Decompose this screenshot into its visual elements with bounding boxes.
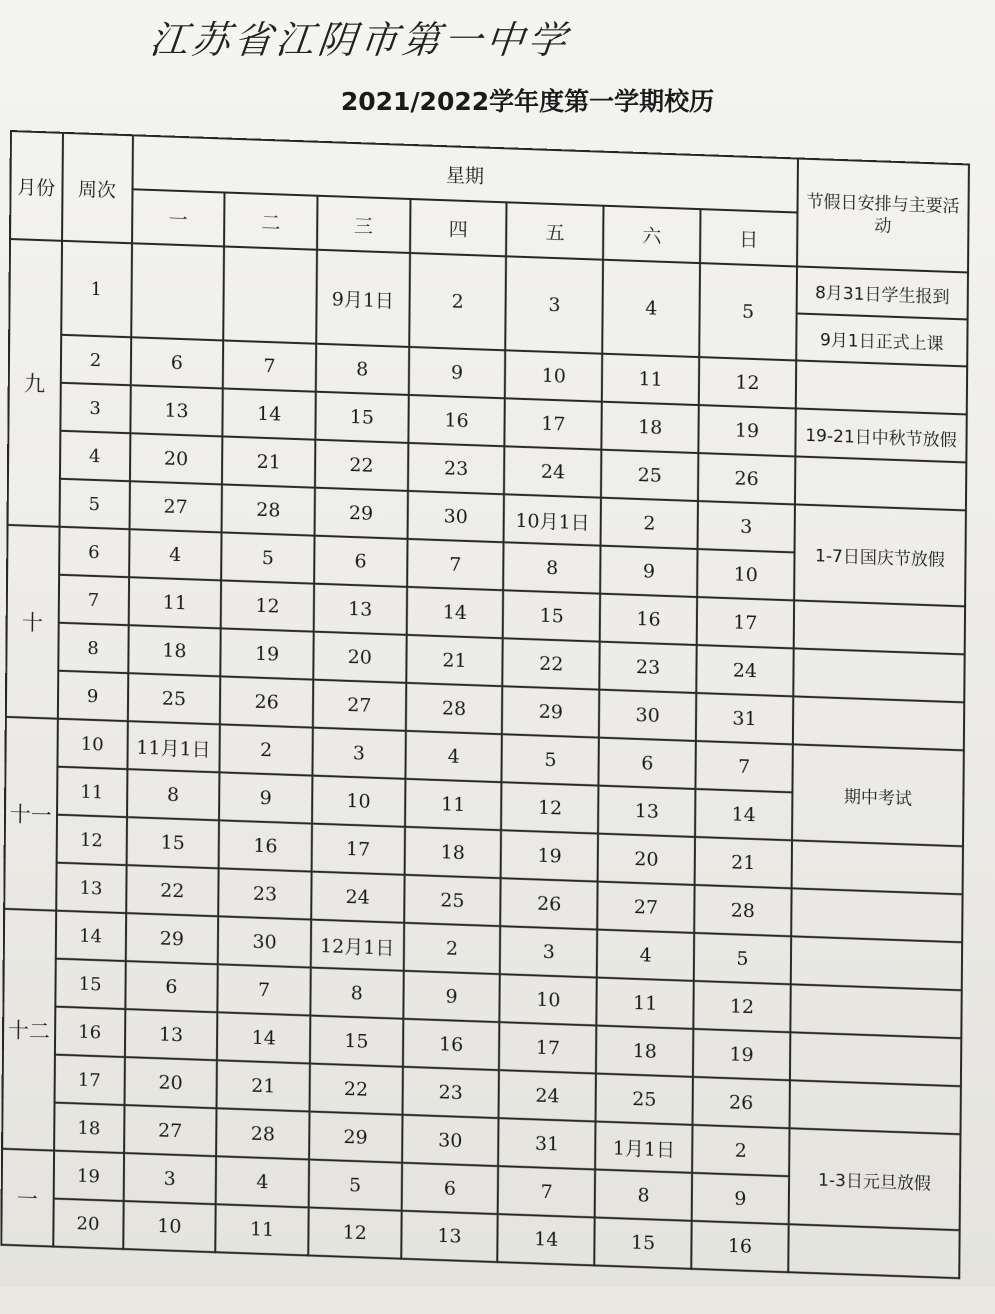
day-cell: 22 — [126, 865, 219, 916]
day-cell: 20 — [129, 433, 222, 484]
day-cell: 15 — [594, 1217, 691, 1268]
day-cell: 28 — [216, 1108, 309, 1159]
day-cell: 17 — [505, 398, 602, 449]
day-cell: 30 — [402, 1115, 499, 1166]
weekday-header: 六 — [603, 206, 700, 263]
day-cell: 12月1日 — [311, 920, 404, 971]
day-cell: 30 — [218, 916, 311, 967]
activity-cell — [796, 266, 968, 366]
day-cell: 26 — [220, 676, 313, 727]
day-cell: 10 — [505, 350, 602, 401]
day-cell: 7 — [407, 539, 504, 590]
day-cell: 5 — [699, 263, 797, 360]
weekday-header: 三 — [317, 196, 410, 253]
day-cell: 17 — [312, 824, 405, 875]
day-cell: 22 — [309, 1064, 402, 1115]
day-cell: 24 — [504, 446, 601, 497]
week-number: 11 — [57, 767, 127, 817]
day-cell: 9 — [403, 971, 500, 1022]
day-cell: 8 — [316, 344, 409, 395]
day-cell: 9 — [692, 1173, 789, 1224]
day-cell: 27 — [129, 481, 222, 532]
activity-text: 9月1日正式上课 — [797, 313, 966, 366]
day-cell: 16 — [219, 820, 312, 871]
day-cell: 7 — [695, 741, 792, 792]
day-cell: 22 — [315, 440, 408, 491]
day-cell: 18 — [596, 1026, 693, 1077]
day-cell: 12 — [699, 357, 796, 408]
day-cell: 17 — [697, 597, 794, 648]
day-cell: 27 — [313, 680, 406, 731]
day-cell: 4 — [216, 1156, 309, 1207]
day-cell: 16 — [600, 594, 697, 645]
day-cell: 30 — [599, 690, 696, 741]
day-cell: 6 — [130, 337, 223, 388]
day-cell: 20 — [598, 834, 695, 885]
day-cell: 4 — [597, 930, 694, 981]
week-number: 4 — [59, 431, 129, 481]
activity-cell — [796, 360, 967, 414]
week-number: 7 — [58, 575, 128, 625]
day-cell: 25 — [601, 450, 698, 501]
week-number: 12 — [56, 815, 126, 865]
week-number: 2 — [60, 335, 130, 385]
calendar-table-wrapper — [0, 130, 980, 1314]
day-cell: 14 — [695, 789, 792, 840]
week-number: 14 — [55, 911, 125, 961]
day-cell: 16 — [691, 1221, 788, 1272]
day-cell: 11 — [215, 1204, 308, 1255]
day-cell: 18 — [128, 625, 221, 676]
activity-cell: 1-3日元旦放假 — [789, 1128, 961, 1230]
day-cell: 13 — [598, 786, 695, 837]
day-cell: 6 — [314, 536, 407, 587]
week-number: 10 — [57, 719, 127, 769]
day-cell: 24 — [311, 872, 404, 923]
day-cell: 13 — [130, 385, 223, 436]
day-cell: 11 — [602, 354, 699, 405]
day-cell: 9 — [408, 347, 505, 398]
day-cell: 7 — [223, 340, 316, 391]
month-cell: 十一 — [4, 717, 57, 911]
school-name-handwritten: 江苏省江阴市第一中学 — [147, 18, 573, 62]
day-cell: 10月1日 — [504, 494, 601, 545]
activity-cell: 期中考试 — [792, 744, 964, 846]
column-header-activities: 节假日安排与主要活动 — [797, 159, 969, 273]
activity-text: 8月31日学生报到 — [814, 283, 950, 308]
day-cell: 26 — [501, 878, 598, 929]
weekday-header: 五 — [506, 202, 603, 259]
week-number: 1 — [61, 241, 132, 337]
day-cell: 21 — [695, 837, 792, 888]
column-header-month: 月份 — [10, 131, 62, 241]
day-cell: 9月1日 — [316, 250, 410, 347]
activity-cell — [795, 456, 966, 510]
day-cell: 14 — [406, 587, 503, 638]
activity-cell — [790, 984, 961, 1038]
day-cell: 4 — [405, 731, 502, 782]
day-cell: 11 — [128, 577, 221, 628]
day-cell: 12 — [693, 981, 790, 1032]
day-cell: 30 — [407, 491, 504, 542]
day-cell: 8 — [595, 1169, 692, 1220]
day-cell: 11 — [405, 779, 502, 830]
month-cell: 一 — [1, 1149, 53, 1247]
page-title: 2021/2022学年度第一学期校历 — [340, 87, 715, 116]
week-number: 17 — [54, 1055, 124, 1105]
activity-cell — [793, 696, 964, 750]
day-cell: 23 — [402, 1067, 499, 1118]
day-cell: 22 — [503, 638, 600, 689]
week-number: 18 — [54, 1103, 124, 1153]
day-cell: 5 — [221, 532, 314, 583]
day-cell: 19 — [501, 830, 598, 881]
day-cell: 2 — [409, 253, 507, 350]
day-cell: 4 — [129, 529, 222, 580]
day-cell: 6 — [401, 1163, 498, 1214]
day-cell: 10 — [123, 1201, 216, 1252]
day-cell: 23 — [599, 642, 696, 693]
day-cell: 15 — [126, 817, 219, 868]
day-cell: 18 — [404, 827, 501, 878]
day-cell: 3 — [312, 728, 405, 779]
activity-cell — [789, 1080, 960, 1134]
day-cell: 23 — [218, 868, 311, 919]
day-cell: 21 — [217, 1060, 310, 1111]
week-number: 19 — [53, 1151, 123, 1201]
week-number: 16 — [54, 1007, 124, 1057]
day-cell: 18 — [602, 402, 699, 453]
day-cell: 31 — [696, 693, 793, 744]
day-cell: 5 — [694, 933, 791, 984]
activity-cell: 19-21日中秋节放假 — [795, 408, 966, 462]
column-header-weekday-group: 星期 — [132, 135, 798, 212]
day-cell: 6 — [125, 961, 218, 1012]
activity-cell — [792, 840, 963, 894]
day-cell: 5 — [502, 734, 599, 785]
day-cell: 23 — [408, 443, 505, 494]
day-cell: 24 — [499, 1070, 596, 1121]
day-cell: 11月1日 — [127, 721, 220, 772]
column-header-week: 周次 — [62, 133, 133, 243]
day-cell — [131, 243, 225, 340]
day-cell: 25 — [596, 1073, 693, 1124]
weekday-header: 日 — [700, 209, 797, 266]
day-cell: 3 — [123, 1153, 216, 1204]
day-cell: 2 — [601, 498, 698, 549]
day-cell: 28 — [694, 885, 791, 936]
activity-cell — [791, 936, 962, 990]
day-cell: 26 — [698, 453, 795, 504]
day-cell: 2 — [403, 923, 500, 974]
day-cell: 14 — [498, 1214, 595, 1265]
month-cell: 九 — [8, 239, 62, 527]
activity-cell — [791, 888, 962, 942]
day-cell: 29 — [314, 488, 407, 539]
day-cell: 12 — [501, 782, 598, 833]
day-cell: 7 — [498, 1166, 595, 1217]
day-cell: 24 — [696, 645, 793, 696]
month-cell: 十 — [6, 525, 59, 719]
day-cell: 3 — [506, 256, 604, 353]
day-cell: 6 — [599, 738, 696, 789]
day-cell: 14 — [223, 388, 316, 439]
day-cell: 31 — [498, 1118, 595, 1169]
day-cell: 10 — [500, 974, 597, 1025]
day-cell: 1月1日 — [595, 1121, 692, 1172]
week-number: 15 — [55, 959, 125, 1009]
day-cell: 16 — [408, 395, 505, 446]
day-cell: 28 — [405, 683, 502, 734]
day-cell: 21 — [406, 635, 503, 686]
day-cell: 4 — [602, 260, 700, 357]
day-cell: 5 — [309, 1159, 402, 1210]
weekday-header: 一 — [132, 189, 225, 246]
activity-cell: 1-7日国庆节放假 — [794, 504, 966, 606]
day-cell: 11 — [597, 978, 694, 1029]
day-cell: 29 — [125, 913, 218, 964]
day-cell: 12 — [308, 1207, 401, 1258]
day-cell: 28 — [222, 484, 315, 535]
day-cell: 26 — [693, 1077, 790, 1128]
day-cell: 8 — [310, 968, 403, 1019]
day-cell: 27 — [124, 1105, 217, 1156]
day-cell: 15 — [503, 590, 600, 641]
day-cell: 8 — [504, 542, 601, 593]
day-cell: 2 — [692, 1125, 789, 1176]
day-cell: 13 — [401, 1211, 498, 1262]
weekday-header: 二 — [224, 192, 317, 249]
week-number: 5 — [59, 479, 129, 529]
activity-cell — [790, 1032, 961, 1086]
week-number: 3 — [60, 383, 130, 433]
day-cell: 19 — [693, 1029, 790, 1080]
day-cell: 9 — [600, 546, 697, 597]
school-calendar-table — [0, 130, 970, 1279]
day-cell: 16 — [403, 1019, 500, 1070]
day-cell: 29 — [309, 1111, 402, 1162]
activity-cell — [793, 648, 964, 702]
day-cell: 20 — [124, 1057, 217, 1108]
month-cell: 十二 — [2, 909, 56, 1151]
day-cell: 9 — [219, 772, 312, 823]
day-cell: 19 — [698, 405, 795, 456]
week-number: 13 — [56, 863, 126, 913]
week-number: 9 — [57, 671, 127, 721]
week-number: 20 — [53, 1199, 123, 1249]
day-cell: 13 — [124, 1009, 217, 1060]
day-cell: 29 — [502, 686, 599, 737]
day-cell: 15 — [310, 1016, 403, 1067]
day-cell: 17 — [499, 1022, 596, 1073]
day-cell: 25 — [127, 673, 220, 724]
week-number: 8 — [58, 623, 128, 673]
day-cell: 19 — [221, 628, 314, 679]
day-cell: 13 — [314, 584, 407, 635]
day-cell: 3 — [698, 501, 795, 552]
day-cell: 20 — [313, 632, 406, 683]
day-cell: 15 — [315, 392, 408, 443]
day-cell: 21 — [222, 436, 315, 487]
weekday-header: 四 — [410, 199, 507, 256]
day-cell: 7 — [218, 964, 311, 1015]
day-cell: 27 — [597, 882, 694, 933]
day-cell: 14 — [217, 1012, 310, 1063]
day-cell — [223, 246, 317, 343]
week-number: 6 — [59, 527, 129, 577]
day-cell: 2 — [220, 724, 313, 775]
day-cell: 25 — [404, 875, 501, 926]
day-cell: 10 — [312, 776, 405, 827]
activity-cell — [788, 1224, 959, 1278]
activity-cell — [794, 600, 965, 654]
day-cell: 12 — [221, 580, 314, 631]
day-cell: 3 — [500, 926, 597, 977]
day-cell: 10 — [697, 549, 794, 600]
day-cell: 8 — [127, 769, 220, 820]
